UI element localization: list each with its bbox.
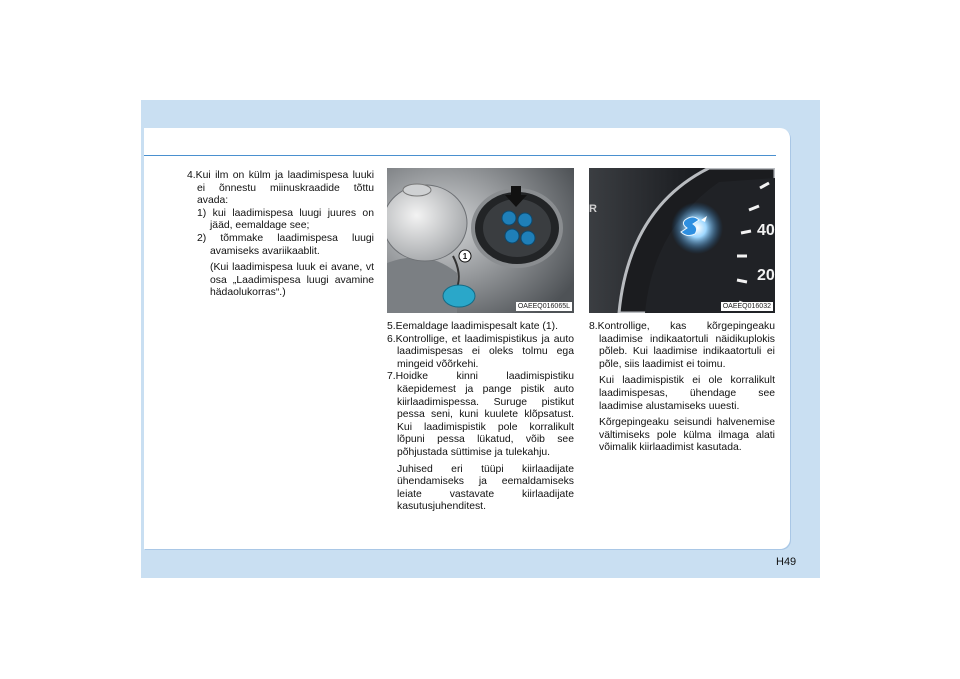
step-4-note: (Kui laadimispesa luuk ei avane, vt osa „Laadimispesa luugi avamine hädaolukorras“.)	[210, 262, 374, 299]
step-7: 7.Hoidke kinni laadimispistiku käepidemest ja pange pistik auto kiirlaadimispessa. Suruge pistikut pessa seni, kuni kuulete klõpsatust. Kui laadimispistik pole korralikult lõpuni pessa lükatud, võib see põhjustada süttimise ja tulekahju.	[387, 371, 574, 458]
instrument-cluster-illustration	[589, 168, 775, 313]
column-2	[387, 321, 574, 514]
step-8: 8.Kontrollige, kas kõrgepingeaku laadimise indikaatortuli näidikuplokis põleb. Kui laadimise indikaatortuli ei põle, siis laadimist ei toimu.	[589, 321, 775, 370]
step-8-note-1: Kui laadimispistik ei ole korralikult laadimispesas, ühendage see laadimise alustamiseks uuesti.	[599, 375, 775, 412]
page-number: H49	[776, 556, 797, 568]
step-5: 5.Eemaldage laadimispesalt kate (1).	[387, 321, 558, 332]
charging-port-photo	[387, 168, 574, 313]
step-4-sub-1: 1) kui laadimispesa luugi juures on jääd, eemaldage see;	[197, 207, 374, 232]
column-1	[187, 170, 374, 300]
callout-1: 1	[462, 252, 468, 261]
gauge-label-20: 20	[757, 267, 775, 284]
charging-port-illustration	[387, 168, 574, 313]
image-code-2: OAEEQ016032	[722, 303, 771, 310]
step-4: 4.Kui ilm on külm ja laadimispesa luuki ei õnnestu miinuskraadide tõttu avada:	[187, 170, 374, 207]
gauge-label-40: 40	[757, 222, 775, 239]
step-7-note: Juhised eri tüüpi kiirlaadijate ühendamiseks ja eemaldamiseks leiate vastavate kiirlaadijate kasutusjuhenditest.	[397, 463, 574, 513]
cluster-photo	[589, 168, 775, 313]
step-6: 6.Kontrollige, et laadimispistikus ja auto laadimispesas ei oleks tolmu ega mingeid võõrkehi.	[387, 333, 574, 370]
header-rule	[144, 155, 776, 156]
column-3	[589, 321, 775, 455]
image-code: OAEEQ016065L	[517, 303, 570, 310]
step-8-note-2: Kõrgepingeaku seisundi halvenemise vältimiseks pole külma ilmaga alati võimalik kiirlaadimist kasutada.	[599, 417, 775, 454]
step-4-sub-2: 2) tõmmake laadimispesa luugi avamiseks avariikaablit.	[197, 232, 374, 257]
edge-letter: R	[589, 203, 597, 215]
